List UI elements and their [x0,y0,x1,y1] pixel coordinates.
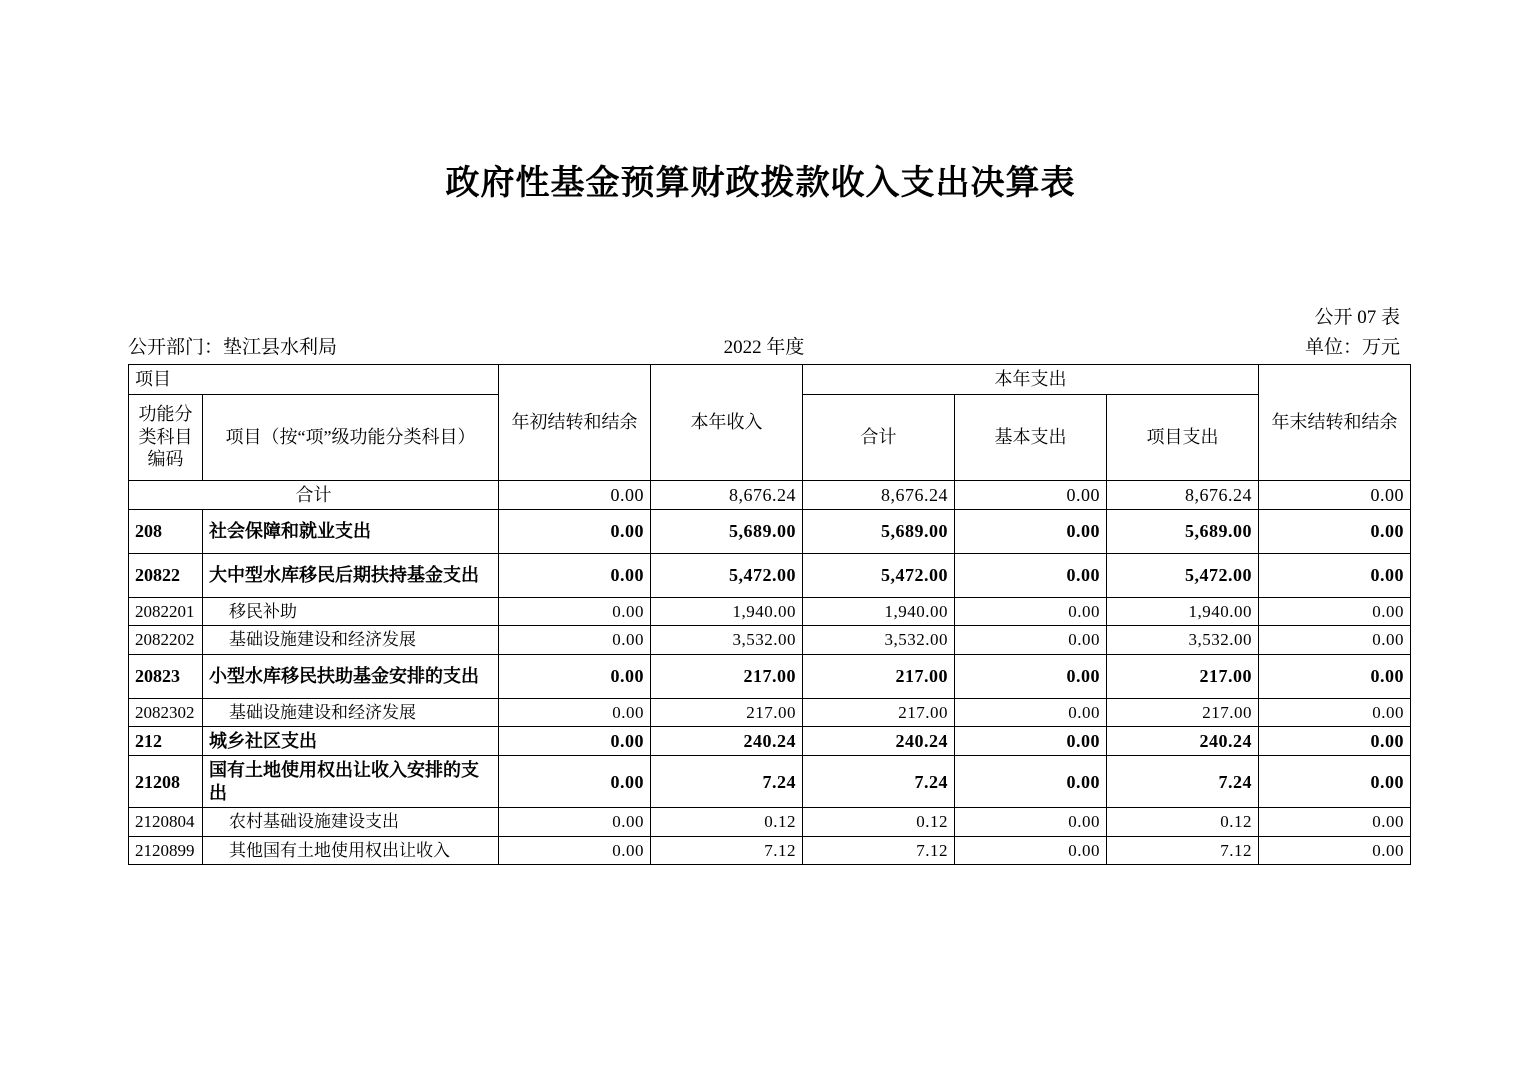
row-expend-total: 5,472.00 [803,554,955,598]
row-code: 20822 [129,554,203,598]
budget-table [128,364,1411,865]
row-year-income: 5,689.00 [651,510,803,554]
total-end-balance: 0.00 [1259,480,1411,510]
row-expend-project: 217.00 [1107,654,1259,698]
row-end-balance: 0.00 [1259,726,1411,756]
row-expend-basic: 0.00 [955,698,1107,726]
unit-label: 单位：万元 [1304,337,1400,358]
row-expend-basic: 0.00 [955,756,1107,808]
row-name: 大中型水库移民后期扶持基金支出 [203,554,499,598]
row-code: 212 [129,726,203,756]
total-expend-project: 8,676.24 [1107,480,1259,510]
row-year-income: 0.12 [651,808,803,836]
total-begin-balance: 0.00 [499,480,651,510]
row-code: 2082302 [129,698,203,726]
table-row [129,598,1411,626]
meta-row [128,332,1400,356]
header-expend-basic: 基本支出 [955,394,1107,480]
row-end-balance: 0.00 [1259,756,1411,808]
header-expend-total: 合计 [803,394,955,480]
row-expend-total: 3,532.00 [803,626,955,654]
total-expend-total: 8,676.24 [803,480,955,510]
table-row [129,726,1411,756]
header-name-col: 项目（按“项”级功能分类科目） [203,394,499,480]
row-begin-balance: 0.00 [499,756,651,808]
row-end-balance: 0.00 [1259,808,1411,836]
row-expend-basic: 0.00 [955,554,1107,598]
row-expend-total: 240.24 [803,726,955,756]
header-code-col: 功能分类科目编码 [129,394,203,480]
row-name: 农村基础设施建设支出 [203,808,499,836]
row-expend-project: 0.12 [1107,808,1259,836]
row-end-balance: 0.00 [1259,554,1411,598]
header-end-balance: 年末结转和结余 [1259,365,1411,481]
row-begin-balance: 0.00 [499,808,651,836]
row-begin-balance: 0.00 [499,554,651,598]
row-code: 208 [129,510,203,554]
row-name: 基础设施建设和经济发展 [203,698,499,726]
row-begin-balance: 0.00 [499,510,651,554]
table-row [129,554,1411,598]
row-end-balance: 0.00 [1259,836,1411,864]
row-expend-project: 7.24 [1107,756,1259,808]
total-year-income: 8,676.24 [651,480,803,510]
table-row [129,836,1411,864]
header-begin-balance: 年初结转和结余 [499,365,651,481]
table-row [129,756,1411,808]
total-expend-basic: 0.00 [955,480,1107,510]
row-end-balance: 0.00 [1259,698,1411,726]
row-expend-basic: 0.00 [955,626,1107,654]
row-expend-total: 1,940.00 [803,598,955,626]
row-expend-total: 7.24 [803,756,955,808]
row-end-balance: 0.00 [1259,654,1411,698]
row-year-income: 1,940.00 [651,598,803,626]
row-begin-balance: 0.00 [499,698,651,726]
row-year-income: 7.24 [651,756,803,808]
row-name: 社会保障和就业支出 [203,510,499,554]
row-expend-basic: 0.00 [955,598,1107,626]
row-expend-basic: 0.00 [955,726,1107,756]
row-year-income: 5,472.00 [651,554,803,598]
table-row [129,626,1411,654]
row-expend-project: 1,940.00 [1107,598,1259,626]
form-number: 公开 07 表 [1314,307,1400,328]
row-name: 其他国有土地使用权出让收入 [203,836,499,864]
row-expend-project: 5,689.00 [1107,510,1259,554]
table-row [129,654,1411,698]
row-expend-total: 5,689.00 [803,510,955,554]
row-expend-basic: 0.00 [955,808,1107,836]
row-name: 移民补助 [203,598,499,626]
row-name: 城乡社区支出 [203,726,499,756]
row-expend-project: 240.24 [1107,726,1259,756]
row-name: 国有土地使用权出让收入安排的支出 [203,756,499,808]
row-expend-project: 217.00 [1107,698,1259,726]
row-expend-basic: 0.00 [955,654,1107,698]
row-expend-basic: 0.00 [955,510,1107,554]
row-expend-basic: 0.00 [955,836,1107,864]
table-row-total [129,480,1411,510]
table-row [129,698,1411,726]
row-year-income: 3,532.00 [651,626,803,654]
header-expend-project: 项目支出 [1107,394,1259,480]
row-expend-total: 217.00 [803,654,955,698]
row-begin-balance: 0.00 [499,626,651,654]
row-expend-project: 5,472.00 [1107,554,1259,598]
row-begin-balance: 0.00 [499,654,651,698]
total-label: 合计 [129,480,499,510]
row-expend-project: 3,532.00 [1107,626,1259,654]
row-code: 2082201 [129,598,203,626]
row-expend-total: 7.12 [803,836,955,864]
row-begin-balance: 0.00 [499,726,651,756]
row-name: 小型水库移民扶助基金安排的支出 [203,654,499,698]
header-row-top [129,365,1411,395]
row-end-balance: 0.00 [1259,510,1411,554]
row-code: 21208 [129,756,203,808]
row-code: 20823 [129,654,203,698]
row-begin-balance: 0.00 [499,836,651,864]
row-expend-total: 217.00 [803,698,955,726]
row-begin-balance: 0.00 [499,598,651,626]
row-expend-total: 0.12 [803,808,955,836]
row-code: 2082202 [129,626,203,654]
table-row [129,808,1411,836]
row-end-balance: 0.00 [1259,598,1411,626]
row-year-income: 240.24 [651,726,803,756]
header-year-expend-group: 本年支出 [803,365,1259,395]
header-project-group: 项目 [129,365,499,395]
row-name: 基础设施建设和经济发展 [203,626,499,654]
row-code: 2120804 [129,808,203,836]
page-title: 政府性基金预算财政拨款收入支出决算表 [445,163,1076,203]
row-end-balance: 0.00 [1259,626,1411,654]
table-row [129,510,1411,554]
row-expend-project: 7.12 [1107,836,1259,864]
fiscal-year: 2022 年度 [723,337,805,358]
department-label: 公开部门：垫江县水利局 [128,337,338,358]
row-year-income: 217.00 [651,654,803,698]
row-code: 2120899 [129,836,203,864]
row-year-income: 217.00 [651,698,803,726]
row-year-income: 7.12 [651,836,803,864]
header-year-income: 本年收入 [651,365,803,481]
